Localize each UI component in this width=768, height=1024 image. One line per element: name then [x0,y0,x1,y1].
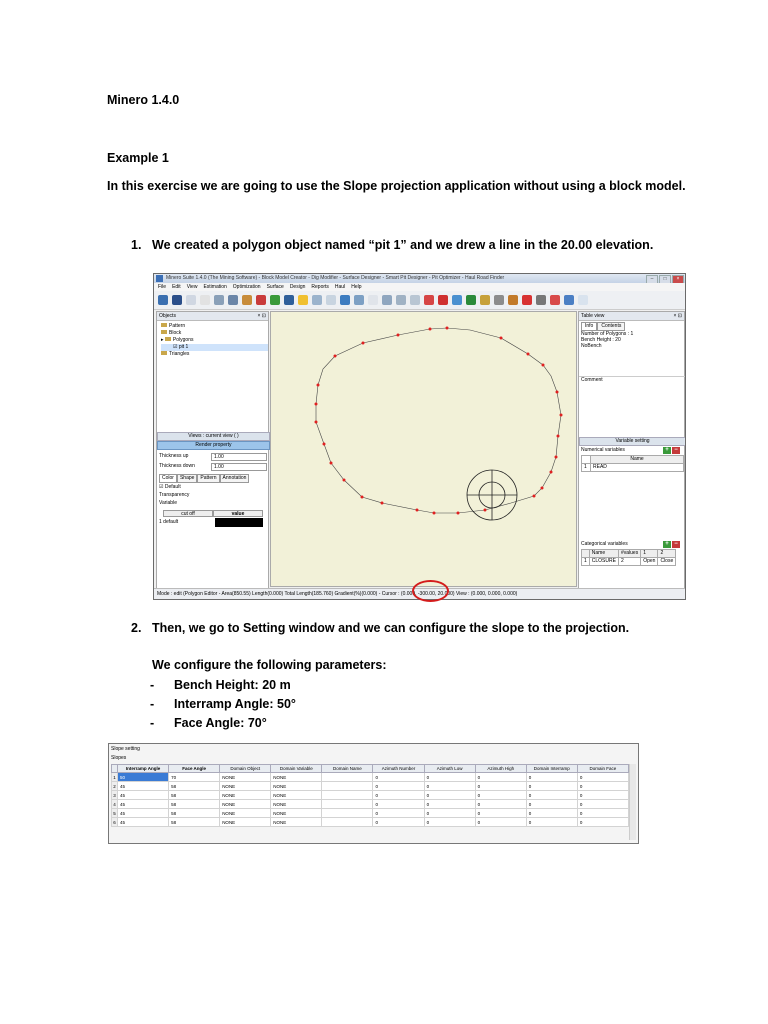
tab-pattern[interactable]: Pattern [197,474,219,483]
menu-file[interactable]: File [158,284,167,290]
step-2-text: Then, we go to Setting window and we can configure the slope to the projection. [152,621,630,635]
table-view-title: Table view [581,313,605,319]
pencil-icon[interactable] [480,295,490,305]
table-cell[interactable]: 58 [169,818,220,827]
folder-icon [161,330,167,334]
color-icon[interactable] [298,295,308,305]
menu-surface[interactable]: Surface [266,284,284,290]
pointer-icon[interactable] [228,295,238,305]
table-cell[interactable] [322,791,373,800]
numerical-variables-label: Numerical variables [581,447,625,453]
folder-icon [161,323,167,327]
row-number: 5 [113,810,116,816]
table-cell[interactable]: 70 [169,773,220,782]
road-icon[interactable] [340,295,350,305]
col-azimuth-low[interactable]: Azimuth Low [424,765,475,773]
step-1-number: 1. [131,238,142,252]
menu-haul[interactable]: Haul [334,284,346,290]
views-bar[interactable]: Views : current view ( ) [157,432,270,441]
folder-icon [165,337,171,341]
panel-close-icon[interactable]: × ⊡ [257,313,266,319]
copy-icon[interactable] [200,295,210,305]
table-row[interactable] [112,773,629,782]
table-cell[interactable]: 45 [118,818,169,827]
window-title: Minero Suite 1.4.0 (The Mining Software) - Block Model Creator - Dig Modifier - Surface Designer - Smart Pit Designer - Pit Optimizer - Haul Road Finder [166,275,505,281]
color-swatch[interactable] [215,518,263,527]
numerical-grid: Name 1 READ [581,455,684,472]
layer-icon[interactable] [214,295,224,305]
tree-item-block[interactable]: Block [161,330,268,337]
check-icon[interactable] [466,295,476,305]
table-cell[interactable]: 0 [475,782,526,791]
save-icon[interactable] [172,295,182,305]
highlight-circle [412,580,449,602]
numerical-row[interactable]: READ [591,464,684,472]
tree-item-polygons[interactable]: ▸ Polygons [161,337,194,343]
categorical-grid: Name #values 1 2 1 CLOSURE 2 Open Close [581,549,676,566]
menu-edit[interactable]: Edit [172,284,181,290]
row-number: 1 [113,774,116,780]
table-cell[interactable]: NONE [271,809,322,818]
table-row[interactable] [112,809,629,818]
panel-close-icon[interactable]: × ⊡ [673,313,682,319]
param-interramp-angle: - Interramp Angle: 50° [150,697,296,711]
objects-panel [156,311,269,598]
surface-icon[interactable] [312,295,322,305]
polygon-icon[interactable] [396,295,406,305]
slope-setting-title: Slope setting [111,746,140,752]
table-cell[interactable] [322,809,373,818]
table-cell[interactable]: 0 [424,791,475,800]
add-icon[interactable]: + [663,447,671,454]
remove-icon[interactable]: − [672,541,680,548]
delete-icon[interactable] [438,295,448,305]
row-number: 3 [113,792,116,798]
col-domain-object[interactable]: Domain Object [220,765,271,773]
menu-optimization[interactable]: Optimization [232,284,261,290]
table-cell[interactable]: 0 [424,782,475,791]
table-cell[interactable]: 58 [169,800,220,809]
row-number: 2 [113,783,116,789]
col-domain-interramp[interactable]: Domain Interramp [526,765,577,773]
table-cell[interactable]: 0 [526,782,577,791]
cutoff-table-row[interactable]: 1 default [159,518,263,527]
marker-icon[interactable] [522,295,532,305]
table-cell[interactable]: 0 [424,818,475,827]
polygon-drawing [271,312,576,586]
table-cell[interactable]: NONE [271,800,322,809]
table-cell[interactable]: 0 [577,782,628,791]
table-cell[interactable]: NONE [220,791,271,800]
table-cell[interactable]: 0 [373,791,424,800]
col-interramp-angle[interactable]: Interramp Angle [118,765,169,773]
table-cell[interactable]: NONE [220,809,271,818]
section-icon[interactable] [354,295,364,305]
table-cell[interactable]: 45 [118,800,169,809]
col-domain-variable[interactable]: Domain Variable [271,765,322,773]
object-tree [157,321,268,358]
col-azimuth-high[interactable]: Azimuth High [475,765,526,773]
col-face-angle[interactable]: Face Angle [169,765,220,773]
crosshair-cursor [467,470,517,520]
table-cell[interactable]: NONE [220,818,271,827]
table-cell[interactable] [322,773,373,782]
param-bench-height: - Bench Height: 20 m [150,678,291,692]
chart-icon[interactable] [256,295,266,305]
table-cell[interactable]: 0 [475,800,526,809]
table-cell[interactable]: 0 [577,800,628,809]
col-domain-face[interactable]: Domain Face [577,765,628,773]
tab-annotation[interactable]: Annotation [220,474,250,483]
slope-setting-screenshot [108,743,639,844]
default-checkbox[interactable]: ☑ Default [159,484,181,490]
menu-reports[interactable]: Reports [311,284,329,290]
table-view-panel [578,311,685,598]
params-intro: We configure the following parameters: [152,658,387,672]
table-cell[interactable]: 0 [373,809,424,818]
truck-icon[interactable] [508,295,518,305]
table-cell[interactable]: 58 [169,791,220,800]
circle-icon[interactable] [382,295,392,305]
step-1-text: We created a polygon object named “pit 1” and we drew a line in the 20.00 elevation. [152,238,654,252]
table-row[interactable] [112,791,629,800]
slopes-table [111,764,629,827]
table-cell[interactable]: 0 [373,773,424,782]
table-view-tabs [581,322,625,331]
open-icon[interactable] [186,295,196,305]
table-cell[interactable]: 0 [475,818,526,827]
settings-icon[interactable] [536,295,546,305]
tree-item-triangles[interactable]: Triangles [161,351,268,358]
remove-icon[interactable]: − [672,447,680,454]
ruler-icon[interactable] [242,295,252,305]
slopes-section-label: Slopes [111,755,127,761]
status-bar: Mode : edit (Polygon Editor - Area(850.55) Length(0.000) Total Length(185.760) Gradient(%)(0.000) - Cursor : (0.000, -300.00, 20.000) View : (0.000, 0.000, 0.000) [154,588,685,599]
cutoff-table-header: cut off value [163,510,263,517]
intro-paragraph: In this exercise we are going to use the Slope projection application without using a block model. [107,179,686,193]
table-cell[interactable]: 0 [577,791,628,800]
row-number: 4 [113,801,116,807]
table-cell[interactable]: 0 [526,800,577,809]
tab-shape[interactable]: Shape [177,474,197,483]
table-cell[interactable]: NONE [220,800,271,809]
info-line-1: Number of Polygons : 1 [581,331,634,337]
comment-label: Comment [579,376,686,384]
target-icon[interactable] [550,295,560,305]
menu-bar [154,283,685,291]
step-2-number: 2. [131,621,142,635]
col-domain-name[interactable]: Domain Name [322,765,373,773]
pit-icon[interactable] [326,295,336,305]
variable-select[interactable]: Variable [159,500,177,506]
table-cell[interactable]: NONE [220,782,271,791]
tree-item-pattern[interactable]: Pattern [161,323,268,330]
new-icon[interactable] [158,295,168,305]
table-cell[interactable]: 0 [475,809,526,818]
table-cell[interactable]: NONE [220,773,271,782]
menu-design[interactable]: Design [289,284,306,290]
tab-contents[interactable]: Contents [597,322,625,331]
table-cell[interactable]: 0 [577,818,628,827]
table-scrollbar[interactable] [629,764,636,840]
table-cell[interactable]: 0 [475,791,526,800]
minimize-button[interactable]: – [646,275,658,283]
table-cell[interactable]: 0 [373,782,424,791]
table-cell[interactable]: 0 [424,800,475,809]
table-cell[interactable]: 58 [169,809,220,818]
row-number: 6 [113,819,116,825]
table-row[interactable] [112,782,629,791]
tab-info[interactable]: Info [581,322,597,331]
menu-help[interactable]: Help [351,284,362,290]
window-titlebar [154,274,685,283]
transparency-slider[interactable]: Transparency [159,492,190,498]
polygon-vertices [315,327,563,515]
table-cell[interactable]: 45 [118,782,169,791]
app-icon [156,275,163,282]
table-cell[interactable]: 0 [526,809,577,818]
tab-color[interactable]: Color [159,474,177,483]
param-face-angle: - Face Angle: 70° [150,716,267,730]
col-azimuth-number[interactable]: Azimuth Number [373,765,424,773]
thickness-up-row: Thickness up 1.00 [159,453,188,460]
table-cell[interactable]: NONE [271,773,322,782]
table-cell[interactable]: 58 [169,782,220,791]
forward-icon[interactable] [564,295,574,305]
table-cell[interactable]: NONE [271,791,322,800]
block-icon[interactable] [284,295,294,305]
document-title: Minero 1.4.0 [107,93,180,107]
variable-setting-bar[interactable]: Variable setting [579,437,686,446]
table-cell[interactable]: 0 [526,773,577,782]
table-cell[interactable]: 0 [424,773,475,782]
objects-panel-title: Objects [159,313,176,319]
table-cell[interactable]: 0 [424,809,475,818]
info-line-3: NoBench [581,343,602,349]
arrow-icon[interactable] [494,295,504,305]
thickness-up-input[interactable]: 1.00 [211,453,267,461]
triangle-icon[interactable] [368,295,378,305]
render-property-bar[interactable]: Render property [157,441,270,450]
thickness-down-row: Thickness down 1.00 [159,463,195,470]
tree-item-pit1[interactable]: ☑ pit 1 [161,344,268,351]
maximize-button[interactable]: □ [659,275,671,283]
table-cell[interactable]: 0 [475,773,526,782]
help-icon[interactable] [578,295,588,305]
select-icon[interactable] [424,295,434,305]
line-icon[interactable] [410,295,420,305]
close-button[interactable]: × [672,275,684,283]
table-cell[interactable]: 50 [118,773,169,782]
table-row[interactable] [112,800,629,809]
table-cell[interactable]: 0 [373,800,424,809]
table-cell[interactable]: NONE [271,818,322,827]
table-cell[interactable]: NONE [271,782,322,791]
table-row[interactable] [112,818,629,827]
table-cell[interactable]: 0 [577,773,628,782]
table-cell[interactable]: 45 [118,809,169,818]
grid-icon[interactable] [270,295,280,305]
3d-viewport[interactable] [270,311,577,587]
table-cell[interactable] [322,818,373,827]
table-cell[interactable]: 45 [118,791,169,800]
categorical-row[interactable]: 1 CLOSURE 2 Open Close [582,558,676,566]
table-cell[interactable] [322,800,373,809]
add-icon[interactable]: + [663,541,671,548]
render-tabs [159,474,249,483]
menu-estimation[interactable]: Estimation [203,284,227,290]
thickness-down-input[interactable]: 1.00 [211,463,267,471]
table-cell[interactable] [322,782,373,791]
pit-polygon-line [316,328,561,513]
minero-window-screenshot [153,273,686,600]
table-cell[interactable]: 0 [577,809,628,818]
table-cell[interactable]: 0 [373,818,424,827]
categorical-variables-label: Categorical variables [581,541,628,547]
menu-view[interactable]: View [186,284,198,290]
main-toolbar [154,291,685,310]
info-line-2: Bench Height : 20 [581,337,621,343]
table-cell[interactable]: 0 [526,791,577,800]
folder-icon [161,351,167,355]
table-cell[interactable]: 0 [526,818,577,827]
move-icon[interactable] [452,295,462,305]
example-heading: Example 1 [107,151,169,165]
